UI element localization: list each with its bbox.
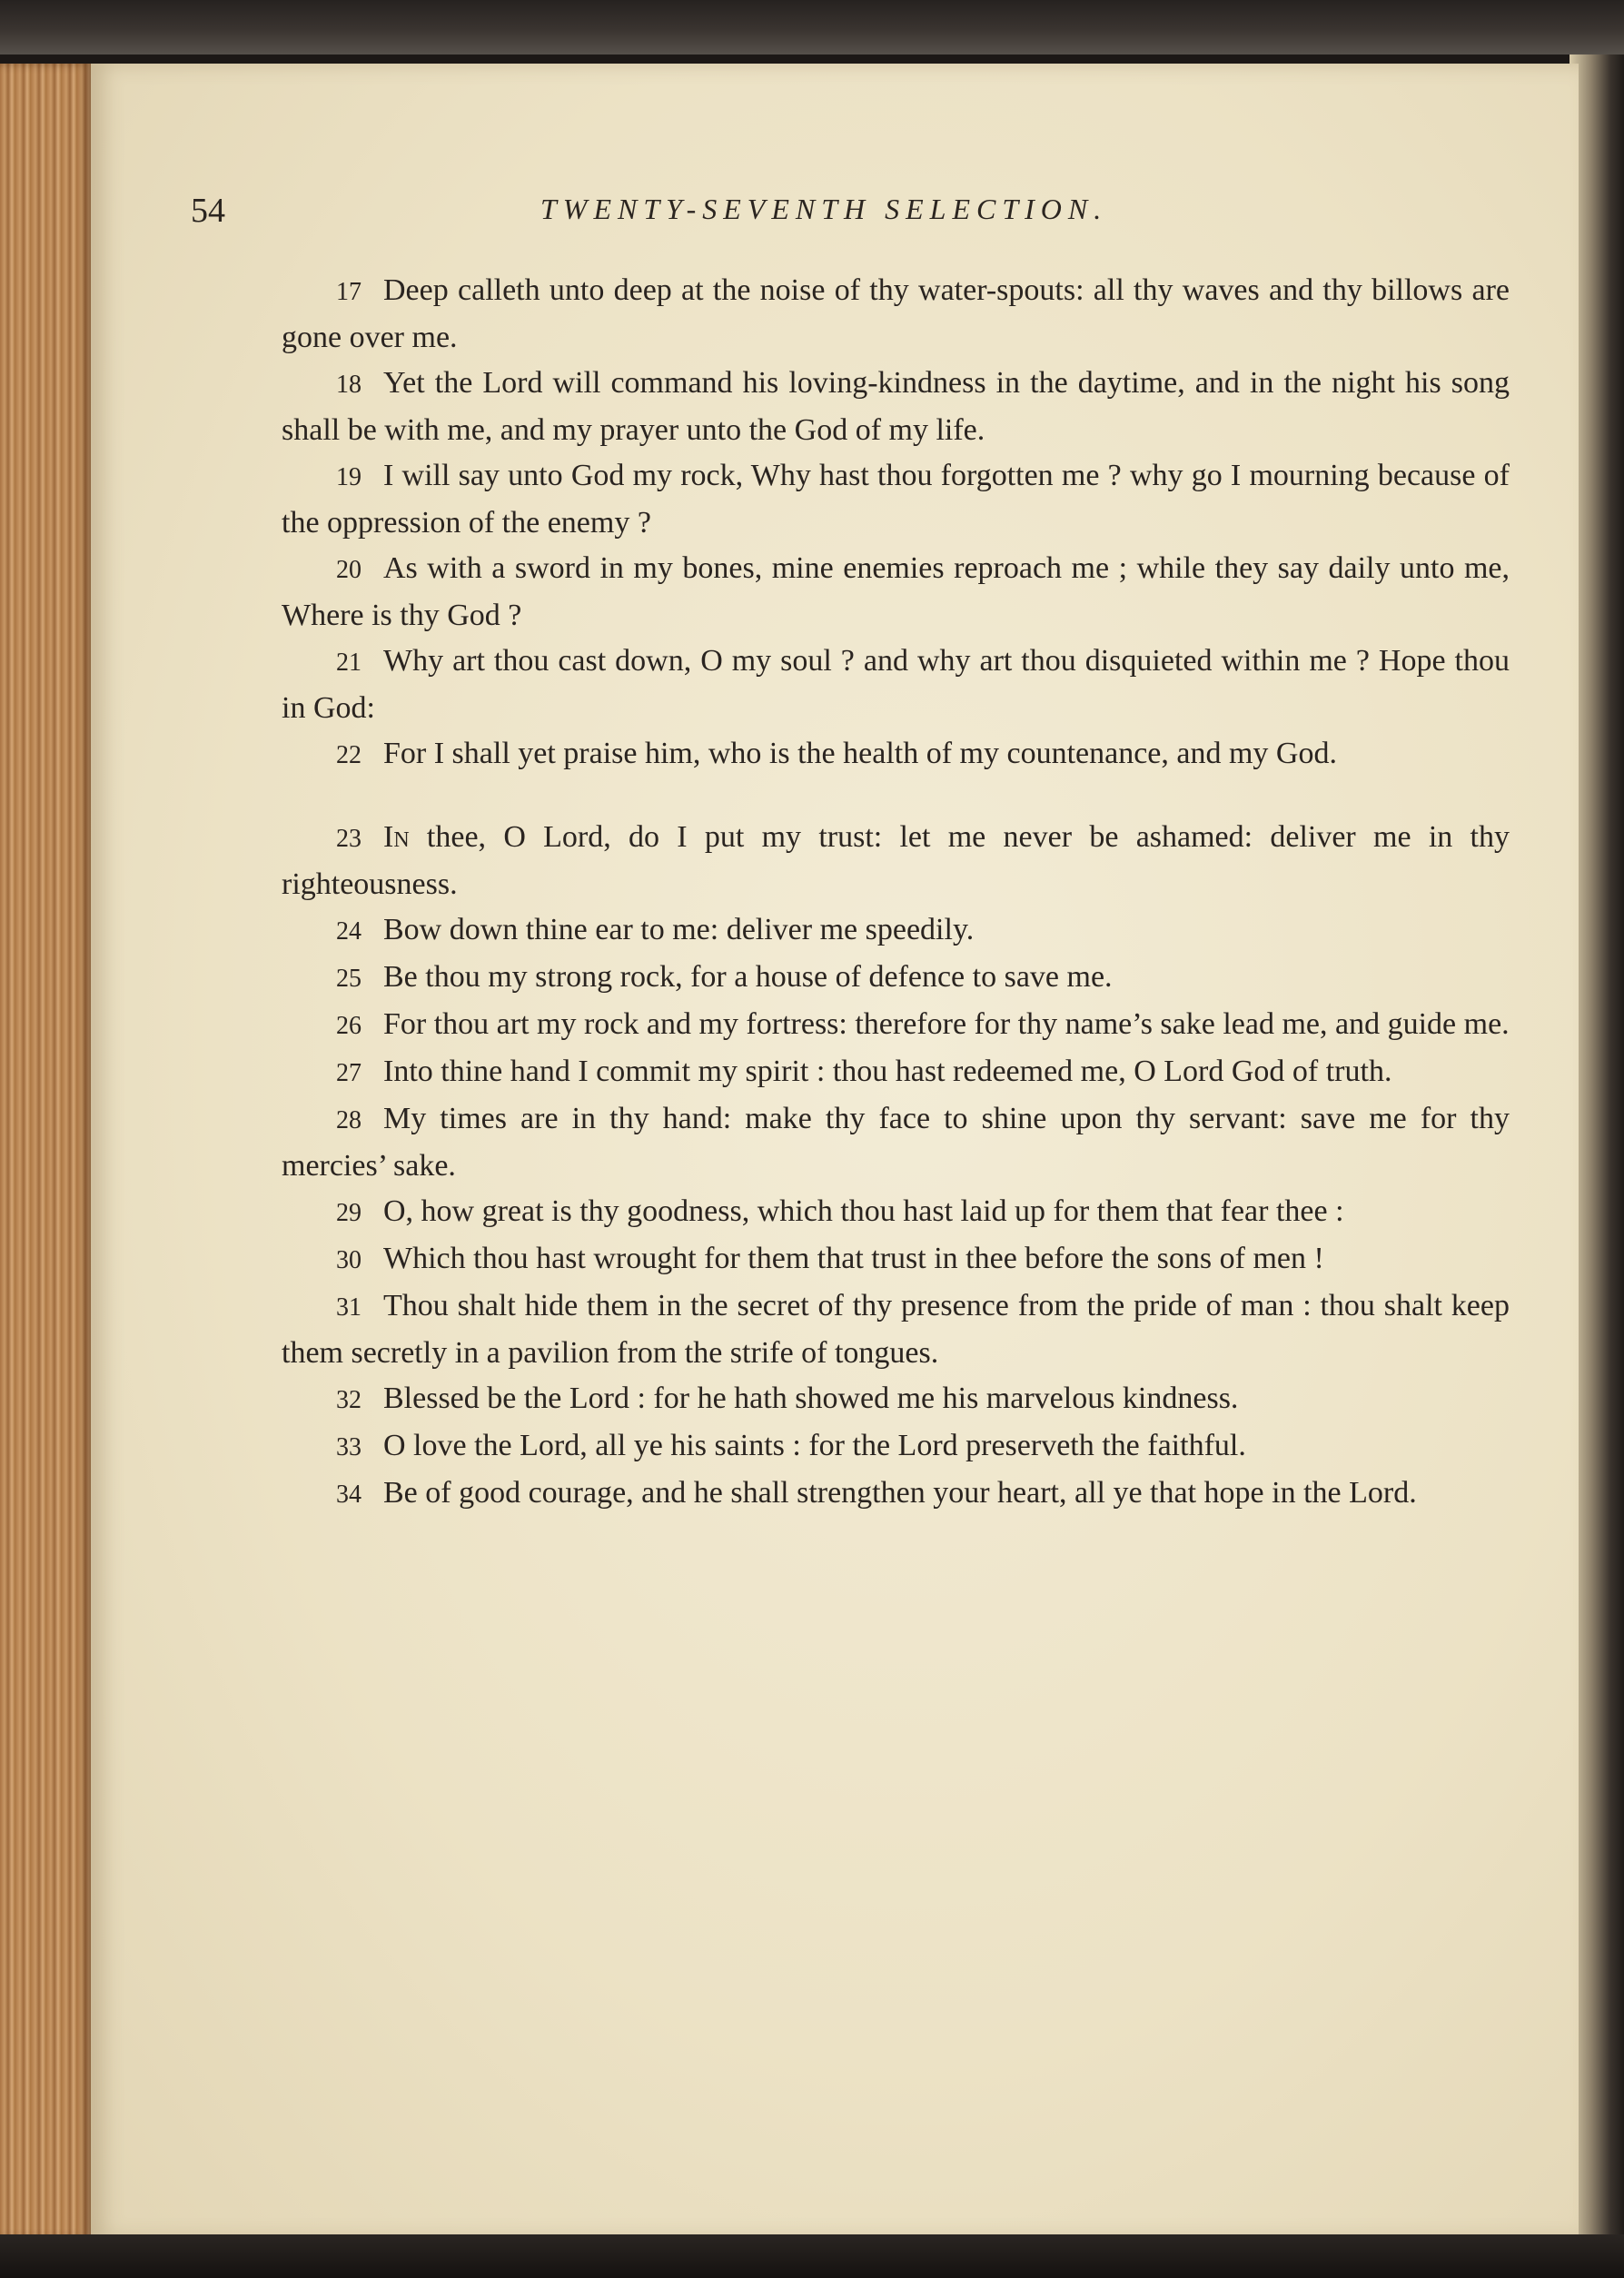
section-gap — [282, 778, 1510, 815]
page-number: 54 — [191, 192, 225, 230]
verse-text: As with a sword in my bones, mine enemies reproach me ; while they say daily unto me, Where is thy God ? — [282, 551, 1510, 632]
verse-number: 29 — [336, 1199, 361, 1227]
verse — [282, 955, 1510, 1002]
verse — [282, 1002, 1510, 1049]
verse-number: 19 — [336, 463, 361, 491]
verse-number: 25 — [336, 965, 361, 993]
verse-number: 27 — [336, 1059, 361, 1087]
verse-text: O love the Lord, all ye his saints : for the Lord preserveth the faithful. — [383, 1429, 1246, 1462]
verse — [282, 907, 1510, 955]
verse-text: My times are in thy hand: make thy face to shine upon thy servant: save me for thy mercies’ sake. — [282, 1102, 1510, 1183]
verse-text: For I shall yet praise him, who is the health of my countenance, and my God. — [383, 737, 1337, 770]
verse-number: 30 — [336, 1246, 361, 1274]
verse-text: Deep calleth unto deep at the noise of thy water-spouts: all thy waves and thy billows are gone over me. — [282, 273, 1510, 354]
top-binding — [0, 0, 1624, 54]
verse-text: Thou shalt hide them in the secret of thy presence from the pride of man : thou shalt keep them secretly in a pavilion from the strife of tongues. — [282, 1289, 1510, 1370]
verse-text: For thou art my rock and my fortress: therefore for thy name’s sake lead me, and guide me. — [383, 1007, 1510, 1041]
verse-text: Be of good courage, and he shall strengthen your heart, all ye that hope in the Lord. — [383, 1476, 1417, 1510]
verse — [282, 1283, 1510, 1376]
verse — [282, 1236, 1510, 1283]
verse-text: Bow down thine ear to me: deliver me speedily. — [383, 913, 975, 946]
page-edges — [0, 64, 91, 2239]
verse — [282, 453, 1510, 546]
verse — [282, 815, 1510, 907]
verse-text: Why art thou cast down, O my soul ? and why art thou disquieted within me ? Hope thou in God: — [282, 644, 1510, 725]
verse — [282, 731, 1510, 778]
verse-number: 18 — [336, 371, 361, 399]
verse-text: Be thou my strong rock, for a house of defence to save me. — [383, 960, 1113, 994]
verse-text: O, how great is thy goodness, which thou hast laid up for them that fear thee : — [383, 1194, 1344, 1228]
verse — [282, 1423, 1510, 1471]
verse-initial: In — [383, 820, 410, 854]
verse — [282, 1096, 1510, 1189]
verse-text: I will say unto God my rock, Why hast thou forgotten me ? why go I mourning because of the oppression of the enemy ? — [282, 459, 1510, 540]
verse-number: 24 — [336, 917, 361, 946]
bottom-binding — [0, 2234, 1624, 2278]
verse-number: 32 — [336, 1386, 361, 1414]
verse-text: Blessed be the Lord : for he hath showed me his marvelous kindness. — [383, 1382, 1239, 1415]
verse-text: Yet the Lord will command his loving-kindness in the daytime, and in the night his song shall be with me, and my prayer unto the God of my life. — [282, 366, 1510, 447]
verse-number: 28 — [336, 1106, 361, 1134]
selection-title: TWENTY-SEVENTH SELECTION. — [540, 193, 1108, 225]
verse-number: 23 — [336, 825, 361, 853]
running-head — [191, 191, 1281, 245]
verse-text: thee, O Lord, do I put my trust: let me never be ashamed: deliver me in thy righteousness. — [282, 820, 1510, 901]
verse-number: 21 — [336, 649, 361, 677]
verse-number: 17 — [336, 278, 361, 306]
verse — [282, 1471, 1510, 1518]
verse — [282, 268, 1510, 361]
psalm-text — [282, 268, 1510, 1518]
verse-text: Into thine hand I commit my spirit : thou hast redeemed me, O Lord God of truth. — [383, 1055, 1392, 1088]
verse — [282, 1189, 1510, 1236]
verse-number: 33 — [336, 1433, 361, 1461]
verse-number: 20 — [336, 556, 361, 584]
verse-number: 34 — [336, 1481, 361, 1509]
verse-number: 26 — [336, 1012, 361, 1040]
verse-number: 31 — [336, 1293, 361, 1322]
verse — [282, 1376, 1510, 1423]
verse-text: Which thou hast wrought for them that trust in thee before the sons of men ! — [383, 1242, 1324, 1275]
verse — [282, 546, 1510, 639]
verse — [282, 361, 1510, 453]
verse — [282, 1049, 1510, 1096]
verse-number: 22 — [336, 741, 361, 769]
verse — [282, 639, 1510, 731]
